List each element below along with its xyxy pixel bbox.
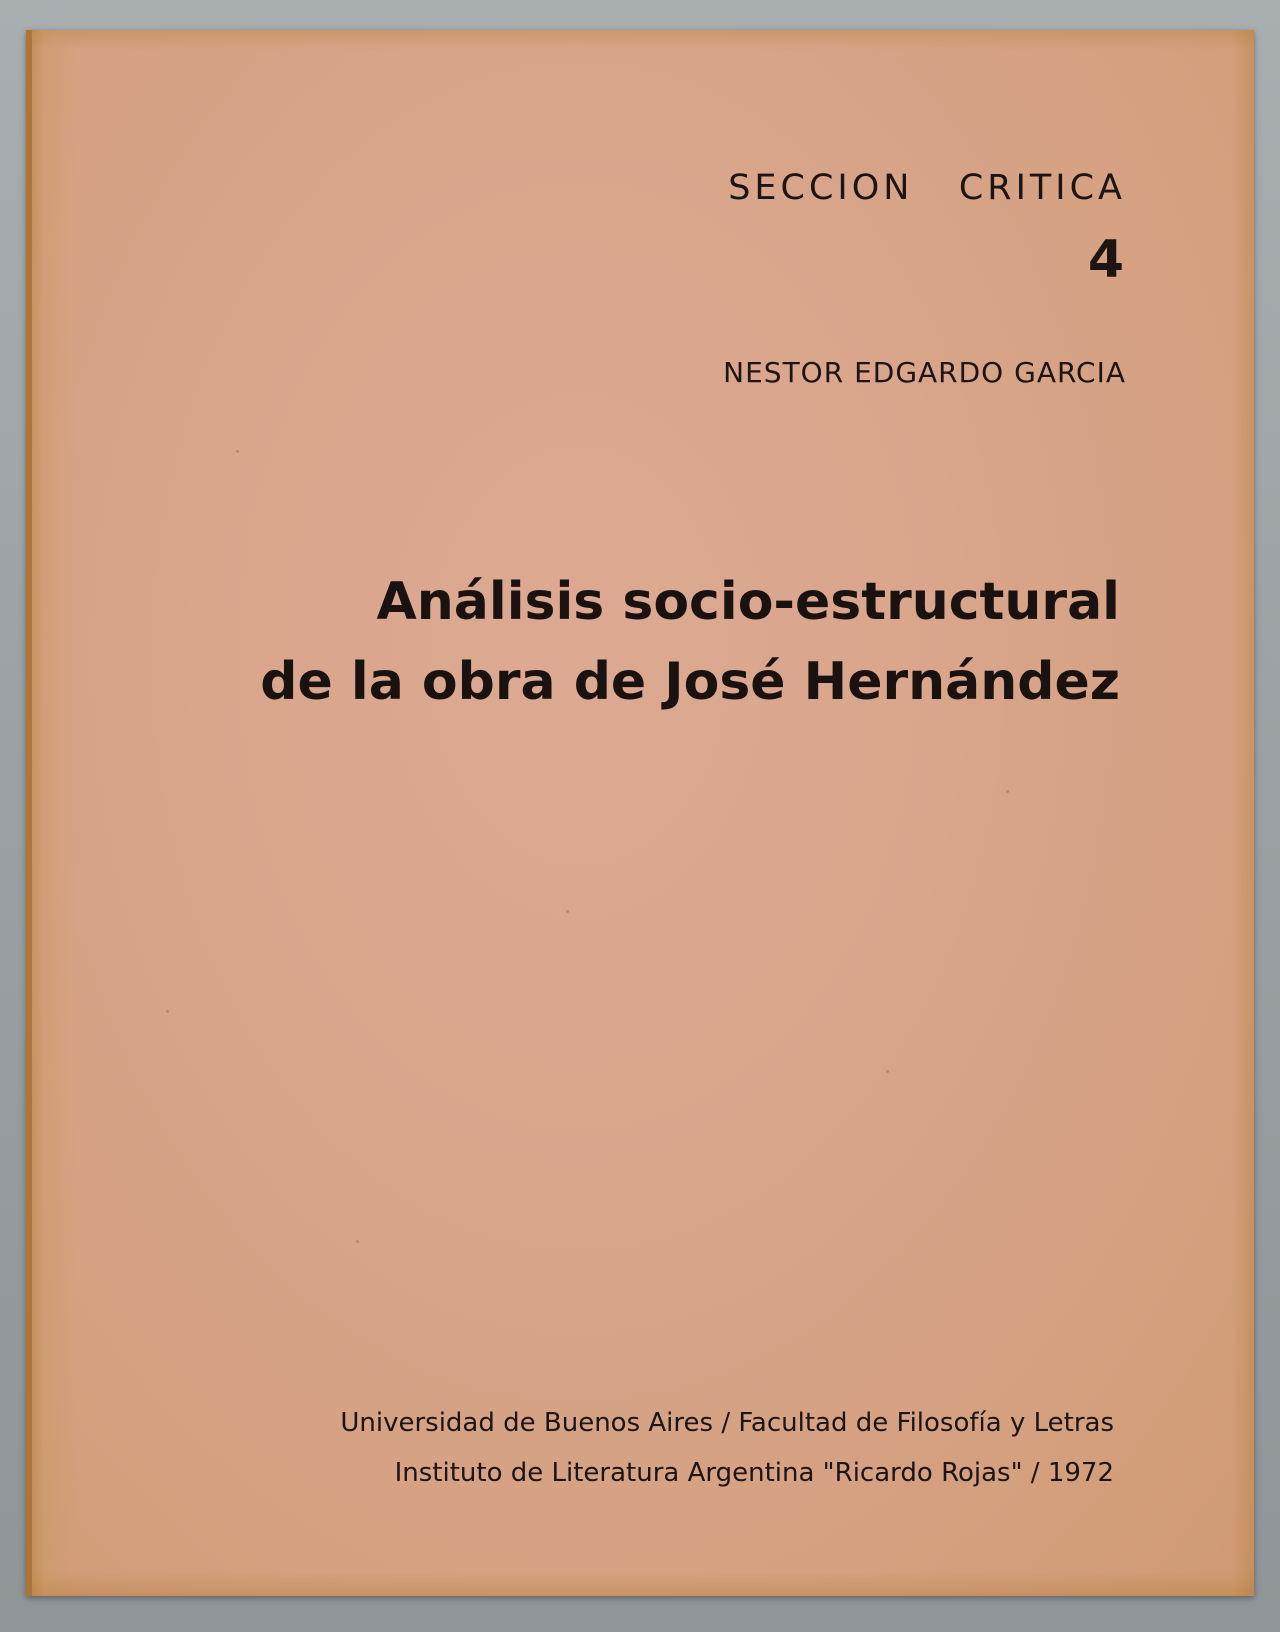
paper-speck — [236, 450, 239, 453]
title-line: de la obra de José Hernández — [260, 652, 1120, 712]
publisher-imprint — [340, 1398, 1114, 1498]
paper-speck — [166, 1010, 169, 1013]
series-number: 4 — [1087, 230, 1124, 290]
booklet-cover — [26, 30, 1254, 1596]
paper-speck — [566, 910, 569, 913]
paper-speck — [1006, 790, 1009, 793]
series-label: SECCION CRITICA — [728, 168, 1126, 208]
imprint-line: Universidad de Buenos Aires / Facultad de Filosofía y Letras — [340, 1408, 1114, 1438]
paper-speck — [356, 1240, 359, 1243]
book-title — [260, 562, 1120, 722]
spine-edge — [26, 30, 32, 1596]
paper-speck — [886, 1070, 889, 1073]
imprint-line: Instituto de Literatura Argentina "Ricardo Rojas" / 1972 — [394, 1458, 1114, 1488]
author-name: NESTOR EDGARDO GARCIA — [723, 356, 1126, 389]
title-line: Análisis socio-estructural — [376, 572, 1120, 632]
